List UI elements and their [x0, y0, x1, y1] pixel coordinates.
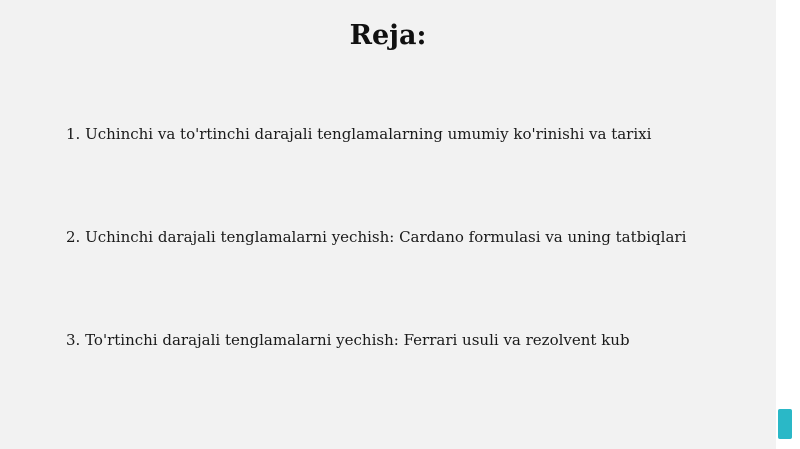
- scrollbar-thumb[interactable]: [778, 409, 792, 439]
- scrollbar-track[interactable]: [776, 0, 800, 449]
- plan-item-3: 3. To'rtinchi darajali tenglamalarni yechish: Ferrari usuli va rezolvent kub: [66, 331, 630, 349]
- plan-item-1: 1. Uchinchi va to'rtinchi darajali tenglamalarning umumiy ko'rinishi va tarixi: [66, 125, 652, 143]
- slide-title: Reja:: [349, 20, 427, 51]
- plan-item-2: 2. Uchinchi darajali tenglamalarni yechish: Cardano formulasi va uning tatbiqlari: [66, 228, 687, 246]
